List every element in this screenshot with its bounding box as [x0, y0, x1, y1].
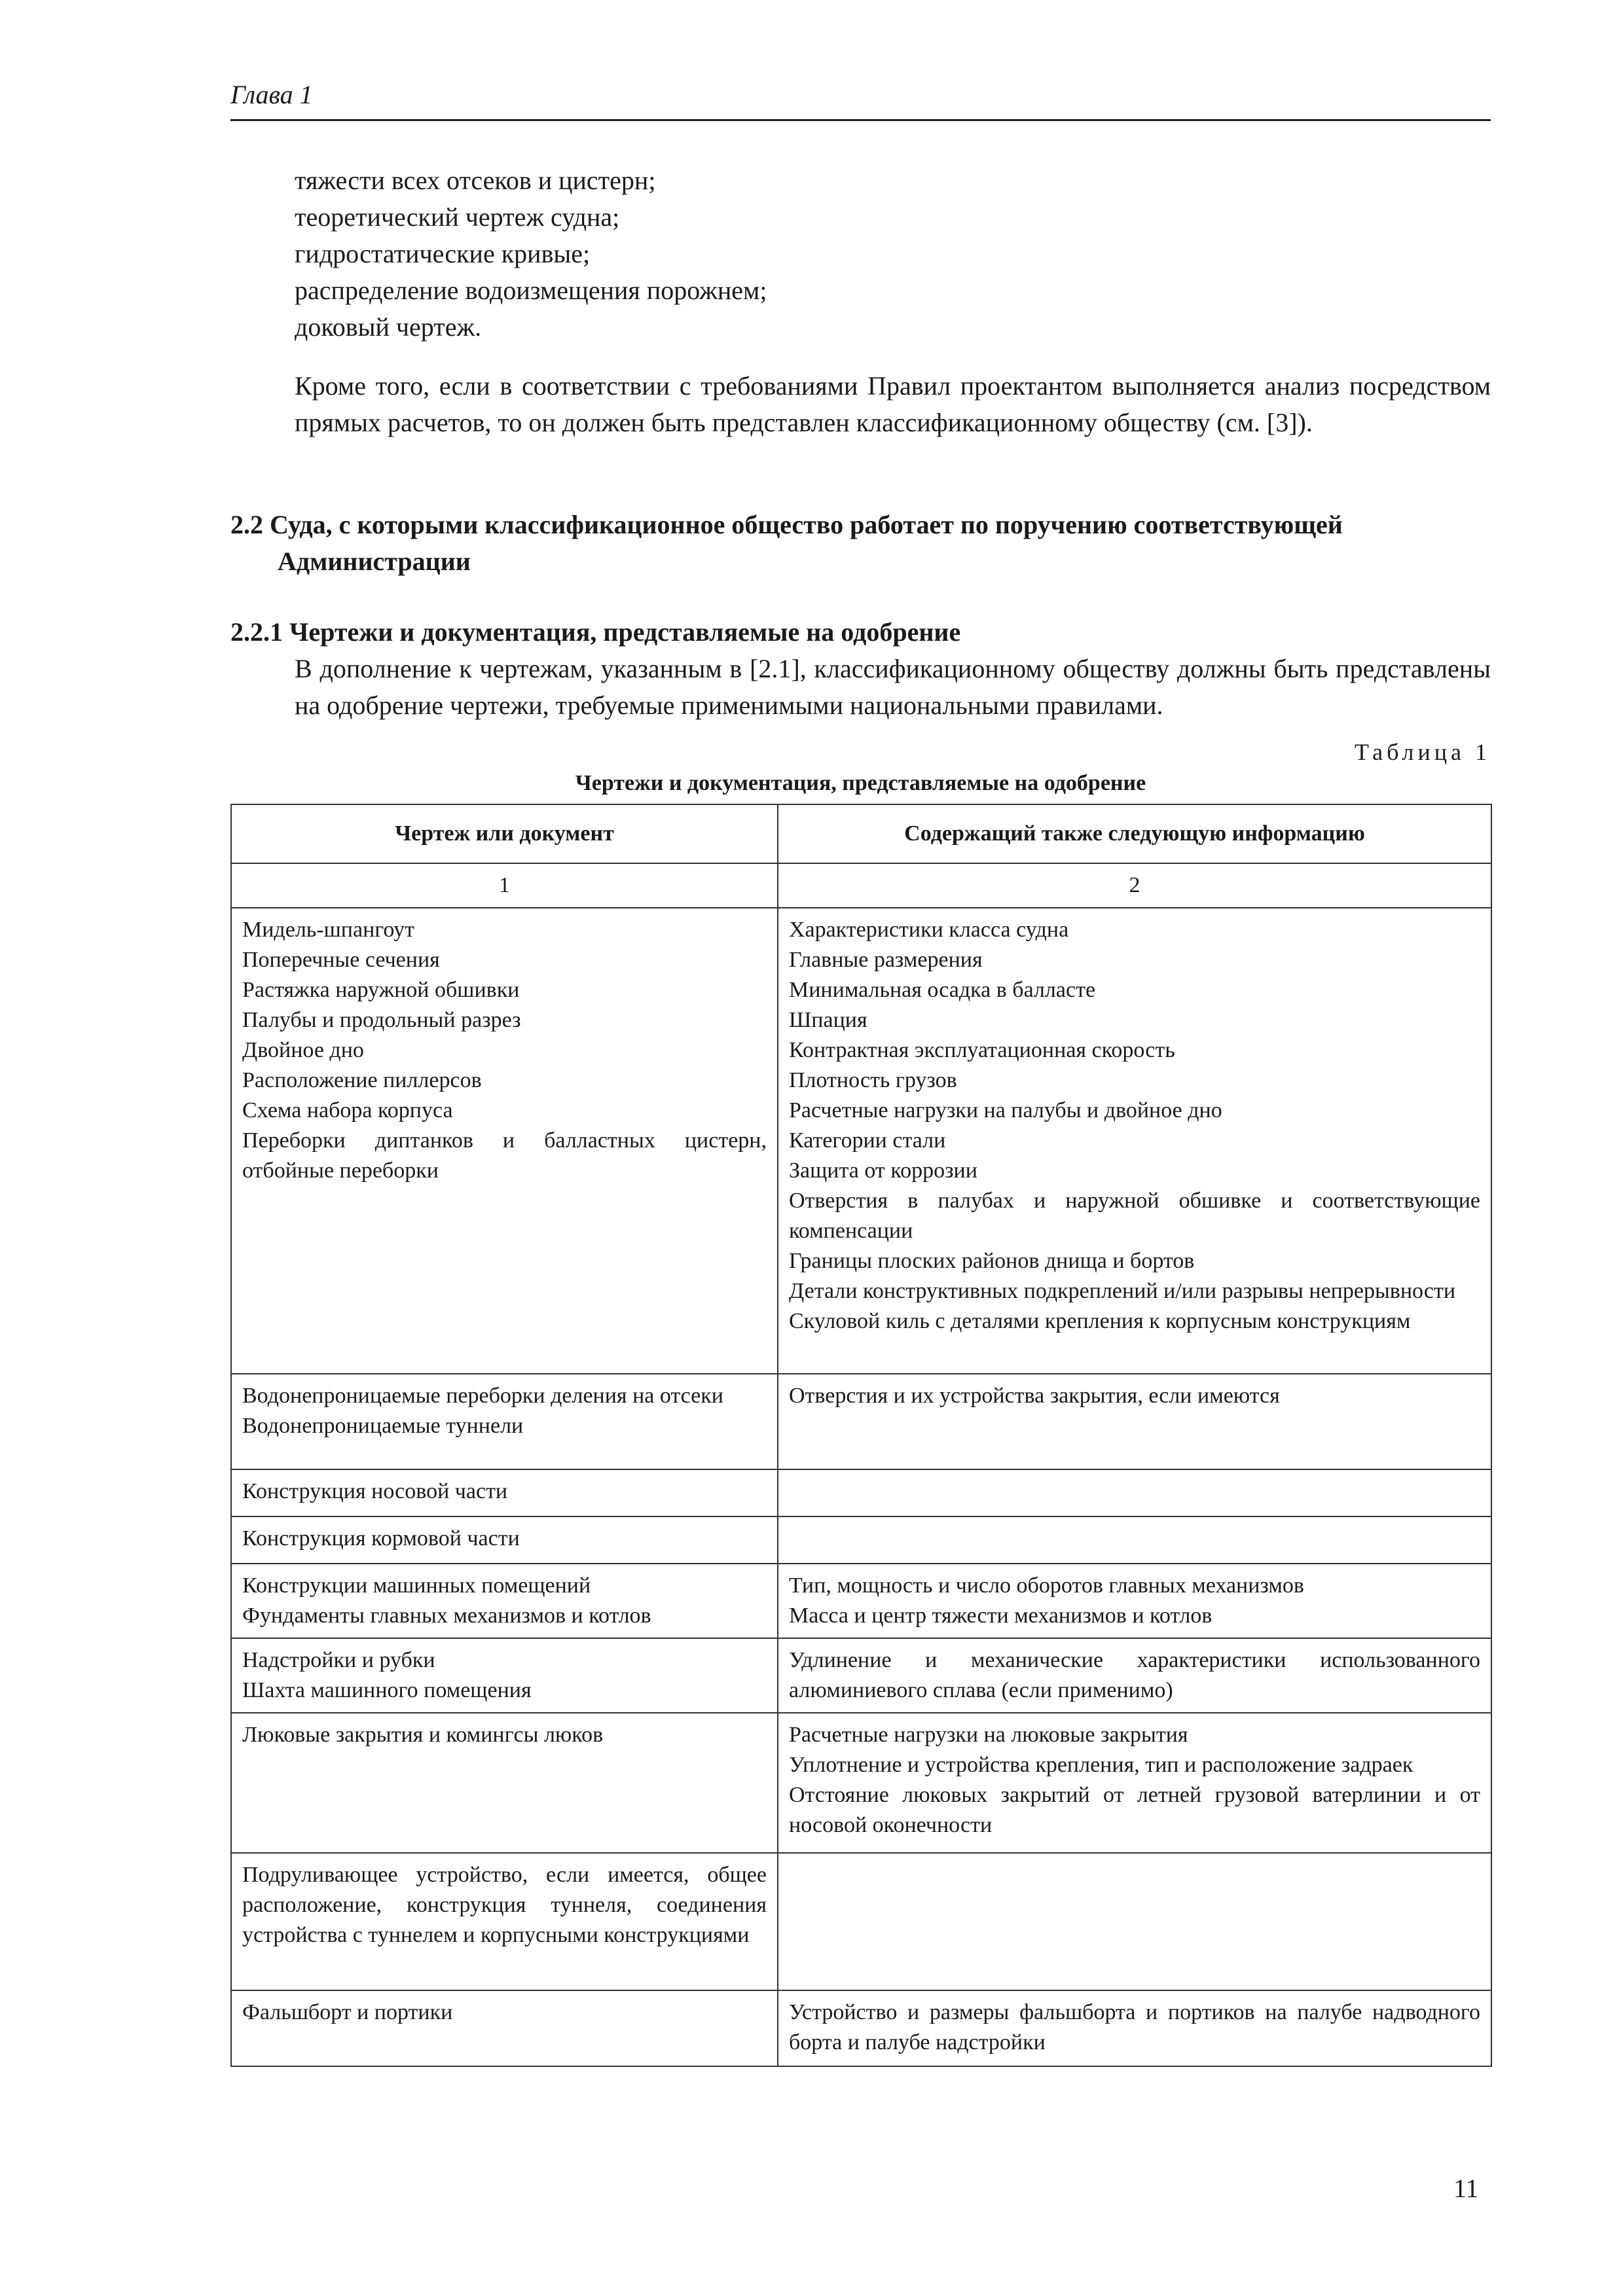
column-number: 1 [231, 863, 778, 908]
table-row [231, 1990, 1491, 2066]
list-item: гидростатические кривые; [295, 239, 591, 268]
cell-line: Конструкция носовой части [242, 1479, 508, 1503]
table-cell-information [778, 1469, 1491, 1516]
cell-line: Плотность грузов [789, 1068, 957, 1092]
table-cell-drawing [231, 1713, 778, 1853]
cell-line: Устройство и размеры фальшборта и портиков на палубе надводного борта и палубе надстройки [789, 2000, 1480, 2054]
cell-line: Фундаменты главных механизмов и котлов [242, 1604, 651, 1628]
cell-line: Подруливающее устройство, если имеется, общее расположение, конструкция туннеля, соединения устройства с туннелем и корпусными конструкциями [242, 1863, 767, 1947]
table-cell-drawing [231, 1990, 778, 2066]
table-cell-information [778, 1853, 1491, 1990]
table-cell-drawing [231, 1469, 778, 1516]
cell-line: Шпация [789, 1008, 867, 1032]
paragraph-additional-drawings: В дополнение к чертежам, указанным в [2.1], классификационному обществу должны быть представлены на одобрение чертежи, требуемые применимыми национальными правилами. [295, 654, 1491, 720]
table-row [231, 908, 1491, 1374]
column-header-information: Содержащий также следующую информацию [778, 804, 1491, 863]
table-cell-drawing [231, 1853, 778, 1990]
cell-line: Детали конструктивных подкреплений и/или разрывы непрерывности [789, 1279, 1456, 1303]
table-number: Таблица 1 [1355, 739, 1491, 765]
section-heading-2-2-line1: 2.2 Суда, с которыми классификационное общество работает по поручению соответствующей [230, 510, 1343, 539]
section-heading-2-2-1: 2.2.1 Чертежи и документация, представляемые на одобрение [230, 617, 961, 647]
chapter-title: Глава 1 [230, 80, 313, 109]
cell-line: Уплотнение и устройства крепления, тип и расположение задраек [789, 1753, 1413, 1777]
table-cell-information [778, 1564, 1491, 1638]
cell-line: Масса и центр тяжести механизмов и котлов [789, 1604, 1213, 1628]
table-cell-information [778, 908, 1491, 1374]
table-cell-information [778, 1638, 1491, 1713]
document-list [295, 162, 767, 346]
page-header [230, 79, 1491, 121]
table-cell-drawing [231, 1374, 778, 1469]
table-row [231, 1853, 1491, 1990]
table-row [231, 1713, 1491, 1853]
cell-line: Конструкции машинных помещений [242, 1573, 591, 1598]
cell-line: Растяжка наружной обшивки [242, 978, 520, 1002]
table-row [231, 1374, 1491, 1469]
table-cell-information [778, 1713, 1491, 1853]
cell-line: Поперечные сечения [242, 948, 440, 972]
cell-line: Водонепроницаемые переборки деления на отсеки [242, 1384, 723, 1408]
table-cell-information [778, 1990, 1491, 2066]
cell-line: Расположение пиллерсов [242, 1068, 482, 1092]
table-row [231, 1516, 1491, 1564]
cell-line: Главные размерения [789, 948, 983, 972]
table-header-row [231, 804, 1491, 863]
page-number: 11 [1453, 2174, 1479, 2203]
cell-line: Двойное дно [242, 1038, 364, 1062]
cell-line: Категории стали [789, 1128, 946, 1153]
cell-line: Защита от коррозии [789, 1158, 977, 1183]
cell-line: Границы плоских районов днища и бортов [789, 1249, 1195, 1273]
section-heading-2-2 [230, 507, 1491, 580]
table-row [231, 1638, 1491, 1713]
cell-line: Расчетные нагрузки на палубы и двойное дно [789, 1098, 1222, 1122]
table-row [231, 1469, 1491, 1516]
table-cell-drawing [231, 1564, 778, 1638]
cell-line: Отверстия и их устройства закрытия, если имеются [789, 1384, 1280, 1408]
section-heading-2-2-line2: Администрации [278, 547, 471, 576]
table-column-number-row [231, 863, 1491, 908]
cell-line: Конструкция кормовой части [242, 1526, 520, 1551]
cell-line: Контрактная эксплуатационная скорость [789, 1038, 1175, 1062]
cell-line: Скуловой киль с деталями крепления к корпусным конструкциям [789, 1309, 1411, 1333]
list-item: тяжести всех отсеков и цистерн; [295, 166, 656, 195]
drawings-table [230, 804, 1492, 2067]
cell-line: Шахта машинного помещения [242, 1678, 532, 1702]
table-title: Чертежи и документация, представляемые на одобрение [575, 771, 1146, 795]
cell-line: Люковые закрытия и комингсы люков [242, 1723, 604, 1747]
cell-line: Мидель-шпангоут [242, 918, 414, 942]
cell-line: Отстояние люковых закрытий от летней грузовой ватерлинии и от носовой оконечности [789, 1783, 1480, 1837]
table-cell-drawing [231, 1638, 778, 1713]
cell-line: Надстройки и рубки [242, 1648, 435, 1672]
list-item: распределение водоизмещения порожнем; [295, 276, 767, 305]
table-cell-information [778, 1516, 1491, 1564]
cell-line: Водонепроницаемые туннели [242, 1414, 524, 1438]
cell-line: Расчетные нагрузки на люковые закрытия [789, 1723, 1188, 1747]
cell-line: Палубы и продольный разрез [242, 1008, 521, 1032]
cell-line: Фальшборт и портики [242, 2000, 453, 2024]
cell-line: Схема набора корпуса [242, 1098, 453, 1122]
column-header-drawing: Чертеж или документ [231, 804, 778, 863]
table-row [231, 1564, 1491, 1638]
cell-line: Характеристики класса судна [789, 918, 1069, 942]
list-item: доковый чертеж. [295, 312, 482, 342]
table-cell-drawing [231, 908, 778, 1374]
cell-line: Переборки диптанков и балластных цистерн, отбойные переборки [242, 1128, 767, 1183]
cell-line: Тип, мощность и число оборотов главных механизмов [789, 1573, 1304, 1598]
table-cell-information [778, 1374, 1491, 1469]
paragraph-direct-calculations: Кроме того, если в соответствии с требованиями Правил проектантом выполняется анализ посредством прямых расчетов, то он должен быть представлен классификационному обществу (см. [3]). [295, 371, 1491, 437]
list-item: теоретический чертеж судна; [295, 202, 620, 232]
cell-line: Минимальная осадка в балласте [789, 978, 1096, 1002]
column-number: 2 [778, 863, 1491, 908]
table-cell-drawing [231, 1516, 778, 1564]
cell-line: Удлинение и механические характеристики использованного алюминиевого сплава (если применимо) [789, 1648, 1480, 1702]
cell-line: Отверстия в палубах и наружной обшивке и соответствующие компенсации [789, 1189, 1480, 1243]
